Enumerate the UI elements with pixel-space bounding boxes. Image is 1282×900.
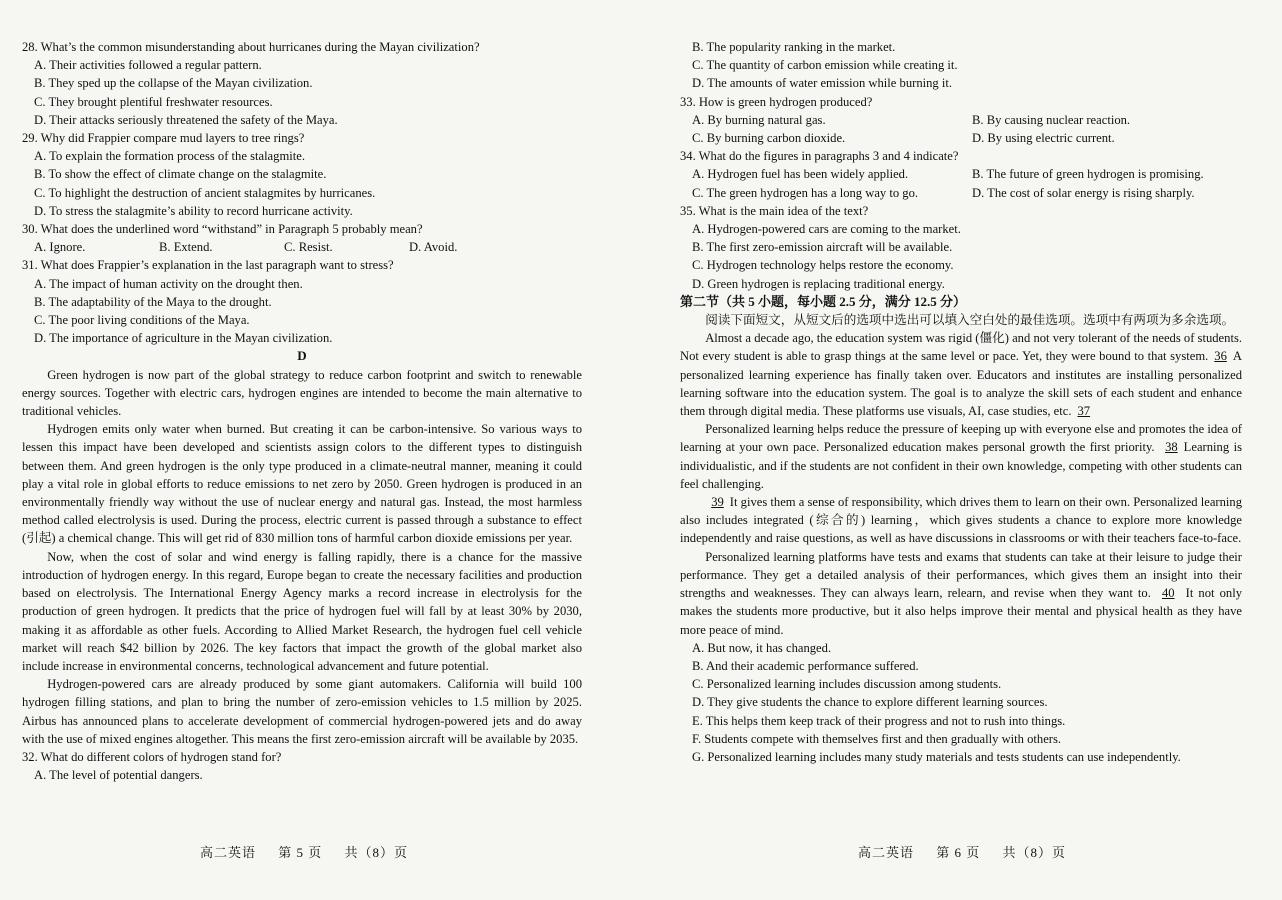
q34-option-d: D. The cost of solar energy is rising sharply. bbox=[972, 185, 1195, 200]
choice-a: A. But now, it has changed. bbox=[692, 640, 832, 655]
q28-option-c: C. They brought plentiful freshwater resources. bbox=[34, 94, 273, 109]
footer-subject: 高二英语 bbox=[200, 845, 257, 860]
q32-option-d: D. The amounts of water emission while burning it. bbox=[692, 76, 952, 91]
q29-option-a: A. To explain the formation process of the stalagmite. bbox=[34, 149, 305, 164]
cloze-paragraph-3 bbox=[680, 493, 1242, 548]
cloze-p2-text-b: Learning is individualistic, and if the students are not confident in their own knowledge, competing with other students can feel challenging. bbox=[680, 440, 1242, 491]
cloze-p3-text: It gives them a sense of responsibility, which drives them to learn on their own. Personalized learning also includes integrated (综合的) learning，which gives students a chance to explore more knowledge independently and raise questions, as well as have discussions in classrooms or with their teachers face-to-face. bbox=[680, 495, 1242, 546]
q33-option-d: D. By using electric current. bbox=[972, 131, 1115, 146]
page-footer-left bbox=[200, 842, 426, 861]
passage-paragraph-1: Green hydrogen is now part of the global strategy to reduce carbon footprint and switch to renewable energy sources. Together with electric cars, hydrogen engines are intended to become the main alternative to traditional vehicles. bbox=[22, 367, 582, 419]
cloze-p4-text-a: Personalized learning platforms have tests and exams that students can take at their leisure to judge their performance. They get a detailed analysis of their performances, which gives them an insight into their strengths and weaknesses. They can always learn, relearn, and revise when they want to. bbox=[680, 549, 1242, 601]
q35-option-b: B. The first zero-emission aircraft will be available. bbox=[692, 240, 953, 255]
passage-paragraph-4: Hydrogen-powered cars are already produced by some giant automakers. California will build 100 hydrogen filling stations, and plan to bring the number of zero-emission vehicles to 1.5 million by 2025. Airbus has announced plans to accelerate development of commercial hydrogen-powered jets and do away with the use of mixed engines altogether. This means the first zero-emission aircraft will be available by 2035. bbox=[22, 677, 582, 746]
choice-b: B. And their academic performance suffered. bbox=[692, 658, 919, 673]
cloze-p1-text-b: A personalized learning experience has finally taken over. Educators and institutes are installing personalized learning software into the education system. The goal is to analyze the skill sets of each student and enhance them through digital media. These platforms use visuals, AI, case studies, etc. bbox=[680, 349, 1242, 419]
q32-option-a: A. The level of potential dangers. bbox=[34, 768, 203, 783]
footer-subject: 高二英语 bbox=[858, 845, 915, 860]
cloze-p4-text-b: It not only makes the students more productive, but it also helps improve their mental and physical health as they have more peace of mind. bbox=[680, 586, 1242, 637]
cloze-p1-text-a: Almost a decade ago, the education system was rigid (僵化) and not very tolerant of the needs of students. Not every student is able to grasp things at the same level or pace. Yet, they were bound to that system. bbox=[680, 331, 1242, 364]
section-2-instructions: 阅读下面短文，从短文后的选项中选出可以填入空白处的最佳选项。选项中有两项为多余选项。 bbox=[705, 313, 1235, 328]
question-30: 30. What does the underlined word “withstand” in Paragraph 5 probably mean? bbox=[22, 222, 423, 237]
q33-option-a: A. By burning natural gas. bbox=[692, 112, 826, 127]
blank-38: 38 bbox=[1165, 440, 1178, 455]
cloze-paragraph-2 bbox=[680, 420, 1242, 493]
cloze-paragraph-4 bbox=[680, 548, 1242, 639]
question-34: 34. What do the figures in paragraphs 3 and 4 indicate? bbox=[680, 149, 959, 164]
q29-option-d: D. To stress the stalagmite’s ability to record hurricane activity. bbox=[34, 203, 353, 218]
choice-c: C. Personalized learning includes discussion among students. bbox=[692, 677, 1002, 692]
q34-option-c: C. The green hydrogen has a long way to go. bbox=[692, 185, 919, 200]
q34-option-a: A. Hydrogen fuel has been widely applied. bbox=[692, 167, 909, 182]
q30-option-a: A. Ignore. bbox=[34, 240, 86, 255]
q30-option-b: B. Extend. bbox=[159, 240, 213, 255]
q34-options-row-2 bbox=[680, 184, 1242, 202]
left-column bbox=[22, 38, 582, 784]
q28-option-b: B. They sped up the collapse of the Mayan civilization. bbox=[34, 76, 313, 91]
question-33: 33. How is green hydrogen produced? bbox=[680, 94, 873, 109]
q31-option-c: C. The poor living conditions of the Maya. bbox=[34, 313, 250, 328]
q28-option-a: A. Their activities followed a regular pattern. bbox=[34, 58, 262, 73]
question-28: 28. What’s the common misunderstanding about hurricanes during the Mayan civilization? bbox=[22, 40, 480, 54]
q35-option-c: C. Hydrogen technology helps restore the economy. bbox=[692, 258, 954, 273]
q31-option-a: A. The impact of human activity on the drought then. bbox=[34, 276, 303, 291]
q33-option-c: C. By burning carbon dioxide. bbox=[692, 131, 846, 146]
footer-total-pages: 共（8）页 bbox=[1002, 845, 1067, 860]
blank-40: 40 bbox=[1161, 586, 1175, 601]
q30-options bbox=[22, 238, 582, 256]
question-32: 32. What do different colors of hydrogen stand for? bbox=[22, 749, 282, 764]
blank-36: 36 bbox=[1214, 349, 1227, 364]
blank-39: 39 bbox=[711, 495, 724, 510]
q30-option-c: C. Resist. bbox=[284, 240, 333, 255]
q35-option-a: A. Hydrogen-powered cars are coming to the market. bbox=[692, 222, 961, 237]
question-29: 29. Why did Frappier compare mud layers to tree rings? bbox=[22, 131, 305, 146]
choice-d: D. They give students the chance to explore different learning sources. bbox=[692, 695, 1048, 710]
q33-options-row-1 bbox=[680, 111, 1242, 129]
q31-option-d: D. The importance of agriculture in the Mayan civilization. bbox=[34, 331, 333, 346]
passage-paragraph-3: Now, when the cost of solar and wind energy is falling rapidly, there is a chance for the massive introduction of hydrogen energy. In this regard, Europe began to create the necessary facilities and production based on electrolysis. The International Energy Agency marks a record increase in electrolysis for the production of green hydrogen. It predicts that the price of hydrogen fuel will fall by at least 30% by 2030, making it as affordable as other fuels. According to Allied Market Research, the hydrogen fuel cell vehicle market will reach $42 billion by 2026. The key factors that impact the growth of the global market also include increase in environmental concerns, technological advancement and future potential. bbox=[22, 549, 582, 673]
q35-option-d: D. Green hydrogen is replacing traditional energy. bbox=[692, 276, 945, 291]
q34-option-b: B. The future of green hydrogen is promising. bbox=[972, 167, 1204, 182]
page-footer-right bbox=[858, 842, 1084, 861]
q32-option-c: C. The quantity of carbon emission while creating it. bbox=[692, 58, 958, 73]
choice-f: F. Students compete with themselves first and then gradually with others. bbox=[692, 731, 1062, 746]
cloze-paragraph-1 bbox=[680, 329, 1242, 420]
footer-page-number: 第 5 页 bbox=[278, 845, 323, 860]
section-d-heading: D bbox=[297, 348, 307, 364]
choice-e: E. This helps them keep track of their progress and not to rush into things. bbox=[692, 713, 1066, 728]
q33-options-row-2 bbox=[680, 129, 1242, 147]
q28-option-d: D. Their attacks seriously threatened the safety of the Maya. bbox=[34, 112, 338, 127]
right-column bbox=[680, 38, 1242, 766]
q29-option-c: C. To highlight the destruction of ancient stalagmites by hurricanes. bbox=[34, 185, 376, 200]
question-35: 35. What is the main idea of the text? bbox=[680, 203, 869, 218]
blank-37: 37 bbox=[1077, 404, 1091, 419]
choice-g: G. Personalized learning includes many study materials and tests students can use independently. bbox=[692, 749, 1181, 764]
question-31: 31. What does Frappier’s explanation in the last paragraph want to stress? bbox=[22, 258, 394, 273]
q32-option-b: B. The popularity ranking in the market. bbox=[692, 40, 896, 54]
q30-option-d: D. Avoid. bbox=[409, 240, 458, 255]
q33-option-b: B. By causing nuclear reaction. bbox=[972, 112, 1131, 127]
footer-page-number: 第 6 页 bbox=[936, 845, 981, 860]
footer-total-pages: 共（8）页 bbox=[344, 845, 409, 860]
q31-option-b: B. The adaptability of the Maya to the drought. bbox=[34, 294, 272, 309]
q29-option-b: B. To show the effect of climate change on the stalagmite. bbox=[34, 167, 327, 182]
q34-options-row-1 bbox=[680, 165, 1242, 183]
passage-paragraph-2: Hydrogen emits only water when burned. But creating it can be carbon-intensive. So various ways to lessen this impact have been developed and scientists assign colors to the different types to distinguish between them. And green hydrogen is the only type produced in a climate-neutral manner, meaning it could play a vital role in global efforts to reduce emissions to net zero by 2050. Green hydrogen is produced in an environmentally friendly way without the use of nuclear energy and natural gas. Instead, the most harmless method called electrolysis is used. During the process, electric current is passed through a substance to effect (引起) a chemical change. This will get rid of 830 million tons of harmful carbon dioxide emissions per year. bbox=[22, 422, 582, 546]
section-2-title: 第二节（共 5 小题，每小题 2.5 分，满分 12.5 分） bbox=[680, 293, 967, 309]
cloze-p2-text-a: Personalized learning helps reduce the pressure of keeping up with everyone else and promotes the idea of learning at your own pace. Personalized education makes personal growth the first priority. bbox=[680, 422, 1242, 455]
